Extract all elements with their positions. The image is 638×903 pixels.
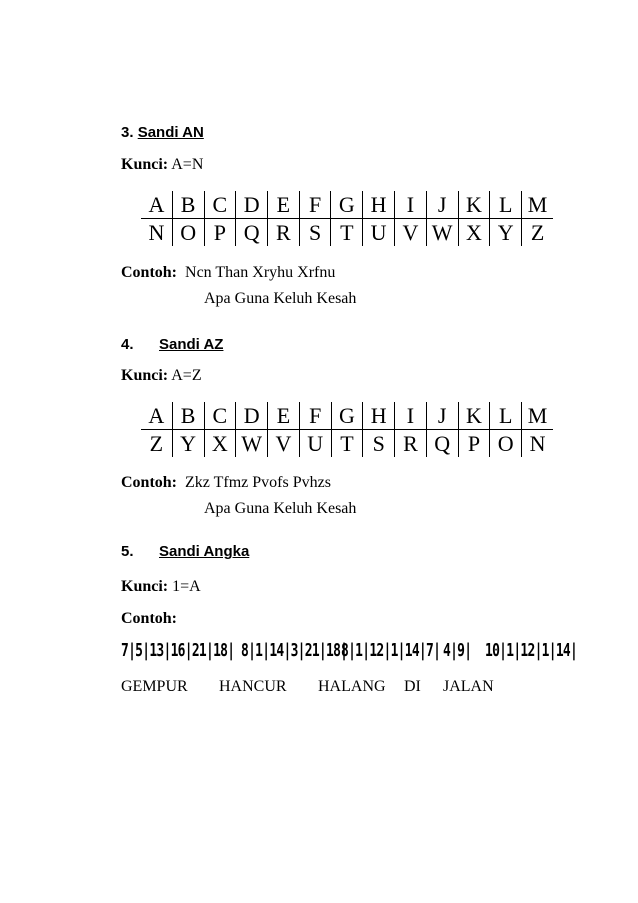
cipher-cell-plain: I xyxy=(395,191,427,219)
cipher-cell-plain: H xyxy=(363,191,395,219)
section-3-heading xyxy=(121,124,204,141)
cipher-cell-coded: N xyxy=(522,430,553,458)
cipher-row-plain xyxy=(141,402,553,430)
section-4-example-label: Contoh: xyxy=(121,474,178,491)
section-4-key-value: A=Z xyxy=(171,367,202,384)
cipher-row-plain xyxy=(141,191,553,219)
decoded-word: DI xyxy=(404,678,421,695)
cipher-cell-coded: X xyxy=(458,219,490,247)
cipher-cell-plain: I xyxy=(395,402,427,430)
section-3-example-plain: Apa Guna Keluh Kesah xyxy=(204,290,357,307)
code-group-wrap xyxy=(241,640,348,661)
cipher-cell-coded: V xyxy=(268,430,300,458)
cipher-cell-plain: G xyxy=(331,402,363,430)
code-group: 10|1|12|1|14| xyxy=(485,640,578,661)
cipher-row-coded xyxy=(141,430,553,458)
section-5-heading xyxy=(121,543,249,560)
cipher-cell-coded: Y xyxy=(490,219,522,247)
cipher-cell-coded: S xyxy=(363,430,395,458)
cipher-cell-plain: M xyxy=(522,191,553,219)
cipher-cell-coded: U xyxy=(363,219,395,247)
cipher-cell-plain: K xyxy=(458,191,490,219)
section-3-example xyxy=(121,264,335,282)
cipher-cell-plain: L xyxy=(490,402,522,430)
cipher-cell-coded: V xyxy=(395,219,427,247)
section-3-title: Sandi AN xyxy=(137,124,204,141)
section-5-example-label: Contoh: xyxy=(121,610,178,627)
cipher-cell-plain: L xyxy=(490,191,522,219)
section-4-example xyxy=(121,474,331,492)
code-group-wrap xyxy=(443,640,472,661)
cipher-cell-coded: T xyxy=(331,430,363,458)
decoded-word: HALANG xyxy=(318,678,386,695)
cipher-cell-plain: B xyxy=(172,191,204,219)
cipher-cell-plain: J xyxy=(426,191,458,219)
section-5-key-value: 1=A xyxy=(172,578,201,595)
cipher-cell-coded: Q xyxy=(236,219,268,247)
cipher-cell-coded: W xyxy=(426,219,458,247)
cipher-cell-plain: A xyxy=(141,402,172,430)
section-4-example-plain: Apa Guna Keluh Kesah xyxy=(204,500,357,517)
section-3-number: 3. xyxy=(121,124,134,141)
section-5-key-label: Kunci: xyxy=(121,578,169,595)
cipher-cell-plain: F xyxy=(299,191,331,219)
section-3-key xyxy=(121,156,203,174)
section-4-number: 4. xyxy=(121,336,134,353)
numeric-code-row xyxy=(121,640,578,661)
code-group: 8|1|14|3|21|18| xyxy=(241,640,348,661)
cipher-cell-plain: H xyxy=(363,402,395,430)
cipher-cell-coded: P xyxy=(204,219,236,247)
cipher-cell-plain: G xyxy=(331,191,363,219)
code-group-wrap xyxy=(121,640,235,661)
cipher-cell-plain: F xyxy=(299,402,331,430)
section-3-key-label: Kunci: xyxy=(121,156,169,173)
cipher-cell-coded: Y xyxy=(172,430,204,458)
section-3-example-cipher: Ncn Than Xryhu Xrfnu xyxy=(185,264,336,281)
cipher-cell-coded: N xyxy=(148,220,165,245)
cipher-cell-coded: P xyxy=(458,430,490,458)
code-group: 7|5|13|16|21|18| xyxy=(121,640,235,661)
cipher-cell-coded: R xyxy=(395,430,427,458)
cipher-cell-plain: M xyxy=(522,402,553,430)
section-5-example xyxy=(121,610,177,628)
cipher-cell-coded: Q xyxy=(426,430,458,458)
section-4-title: Sandi AZ xyxy=(159,336,224,353)
cipher-cell-plain: C xyxy=(204,402,236,430)
cipher-cell-coded: U xyxy=(299,430,331,458)
cipher-cell-plain: D xyxy=(236,402,268,430)
cipher-cell-coded: X xyxy=(204,430,236,458)
cipher-cell-plain: K xyxy=(458,402,490,430)
cipher-cell-plain: A xyxy=(141,191,172,219)
section-5-key xyxy=(121,578,201,596)
code-group: 4|9| xyxy=(443,640,472,661)
section-3-cipher-table xyxy=(141,191,553,246)
cipher-cell-plain: D xyxy=(236,191,268,219)
cipher-cell-coded: S xyxy=(299,219,331,247)
decoded-word: HANCUR xyxy=(219,678,287,695)
code-group-wrap xyxy=(341,640,441,661)
cipher-cell-coded: Z xyxy=(149,431,164,456)
cipher-cell-plain: B xyxy=(172,402,204,430)
cipher-cell-coded: O xyxy=(172,219,204,247)
cipher-cell-coded: T xyxy=(331,219,363,247)
section-4-heading xyxy=(121,336,223,353)
section-3-key-value: A=N xyxy=(171,156,204,173)
section-4-key xyxy=(121,367,202,385)
cipher-cell-coded: O xyxy=(490,430,522,458)
section-5-title: Sandi Angka xyxy=(159,543,250,560)
section-4-key-label: Kunci: xyxy=(121,367,169,384)
section-3-example-label: Contoh: xyxy=(121,264,178,281)
cipher-cell-plain: J xyxy=(426,402,458,430)
section-4-example-cipher: Zkz Tfmz Pvofs Pvhzs xyxy=(185,474,331,491)
code-group-wrap xyxy=(485,640,578,661)
cipher-cell-plain: E xyxy=(268,402,300,430)
cipher-cell-coded: W xyxy=(236,430,268,458)
cipher-row-coded xyxy=(141,219,553,247)
cipher-cell-coded: Z xyxy=(522,219,553,247)
cipher-cell-coded: R xyxy=(268,219,300,247)
decoded-word: JALAN xyxy=(443,678,494,695)
cipher-cell-plain: E xyxy=(268,191,300,219)
code-group: 8|1|12|1|14|7| xyxy=(341,640,441,661)
cipher-cell-plain: C xyxy=(204,191,236,219)
section-4-cipher-table xyxy=(141,402,553,457)
decoded-word: GEMPUR xyxy=(121,678,188,695)
section-5-number: 5. xyxy=(121,543,134,560)
